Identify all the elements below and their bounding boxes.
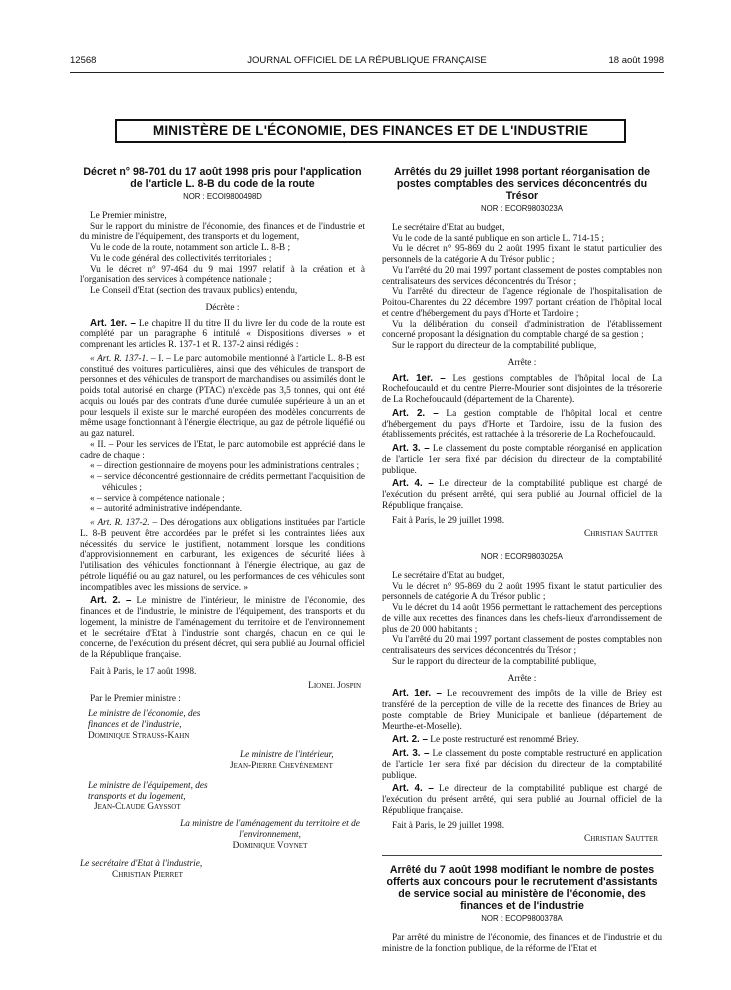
intro-line: Vu le code de la santé publique en son article L. 714-15 ; xyxy=(392,233,604,244)
signature-name: Jean-Pierre Chevènement xyxy=(230,761,333,771)
article-label: Art. 1er. – xyxy=(392,372,446,384)
arrete-title: Arrêté du 7 août 1998 modifiant le nombre de postes offerts aux concours pour le recrutement d'assistants de service social au ministère de l'économie, des finances et de l'industrie xyxy=(386,864,658,912)
article-r137-2 xyxy=(80,518,365,593)
intro-line: Le secrétaire d'Etat au budget, xyxy=(392,570,505,581)
intro-line: Vu le décret n° 97-464 du 9 mai 1997 relatif à la création et à l'organisation des services à compétence nationale ; xyxy=(80,264,365,286)
article-text: La gestion comptable de l'hôpital local et centre d'hébergement du pays d'Horte et Tardoire, issu de la fusion des établissements précités, est rattachée à la trésorerie de La Rochefoucauld. xyxy=(382,408,662,441)
par-le-premier-ministre: Par le Premier ministre : xyxy=(90,694,181,705)
article-text: Le ministre de l'intérieur, le ministre de l'économie, des finances et de l'industrie, le ministre de l'équipement, des transports et du logement, la ministre de l'aménagement du territoire et de l'environnement et le secrétaire d'Etat à l'industrie sont chargés, chacun en ce qui le concerne, de l'exécution du présent décret, qui sera publié au Journal officiel de la République française. xyxy=(80,596,366,660)
signature-role: Le ministre de l'économie, des finances et de l'industrie, xyxy=(88,709,201,730)
intro-line: Vu l'arrêté du 20 mai 1997 portant classement de postes comptables non centralisateurs des services déconcentrés du Trésor ; xyxy=(382,265,662,287)
signature-role: Le secrétaire d'Etat à l'industrie, xyxy=(80,859,203,870)
article-label: Art. 1er. – xyxy=(90,317,136,329)
intro-line: Vu le décret n° 95-869 du 2 août 1995 fixant le statut particulier des personnels de la catégorie A du Trésor public ; xyxy=(382,244,662,265)
fait-a-paris: Fait à Paris, le 29 juillet 1998. xyxy=(392,820,505,831)
list-item: « – autorité administrative indépendante. xyxy=(90,504,243,515)
article-label: Art. 3. – xyxy=(392,748,430,759)
article-2 xyxy=(80,596,365,661)
list-item: « – service déconcentré gestionnaire de crédits permettant l'acquisition de véhicules ; xyxy=(90,472,365,493)
arrete-nor: NOR : ECOP9800378A xyxy=(481,914,563,923)
decree-nor: NOR : ECOI9800498D xyxy=(183,192,262,201)
fait-a-paris: Fait à Paris, le 17 août 1998. xyxy=(90,666,197,677)
list-item: « – direction gestionnaire de moyens pour les administrations centrales ; xyxy=(90,461,360,472)
fait-a-paris: Fait à Paris, le 29 juillet 1998. xyxy=(392,515,505,526)
article-r137-1 xyxy=(80,354,365,440)
signature-name: Christian Sautter xyxy=(584,529,658,540)
article-label: Art. 4. – xyxy=(392,783,434,795)
intro-line: Le Conseil d'Etat (section des travaux publics) entendu, xyxy=(90,286,298,296)
section-divider xyxy=(382,855,662,856)
article-text: Le chapitre II du titre II du livre Ier du code de la route est complété par un paragraphe 6 intitulé « Dispositions diverses » et comprenant les articles R. 137-1 et R. 137-2 ainsi rédigés : xyxy=(80,318,365,350)
article-text: Des dérogations aux obligations instituées par l'article L. 8-B peuvent être accordées par le préfet si les contraintes liées aux nécessités du service le justifient, notamment lorsque les conditions d'approvisionnement en carburant, les exigences de sécurité liées à l'utilisation des véhicules fonctionnant à l'énergie électrique, au gaz de pétrole liquéfié ou au gaz naturel, ou les performances de ces véhicules sont incompatibles avec les missions de service. » xyxy=(80,518,365,593)
intro-line: Vu l'arrêté du directeur de l'agence régionale de l'hospitalisation de Poitou-Charentes du 22 décembre 1997 portant création de l'hôpital local et centre d'hébergement du pays d'Horte et Tardoire ; xyxy=(382,287,662,319)
signature-name: Jean-Claude Gayssot xyxy=(94,802,181,813)
issue-date: 18 août 1998 xyxy=(608,55,664,66)
running-header xyxy=(70,55,664,69)
left-column xyxy=(80,166,365,881)
article-3 xyxy=(382,749,662,781)
article-text: Le directeur de la comptabilité publique est chargé de l'exécution du présent arrêté, qui sera publié au Journal officiel de la République française. xyxy=(382,479,663,511)
article-label: « Art. R. 137-2. – xyxy=(90,518,158,528)
signature-role: Le ministre de l'équipement, des transports et du logement, xyxy=(88,780,208,802)
page-number: 12568 xyxy=(70,55,97,66)
intro-line: Sur le rapport du directeur de la comptabilité publique, xyxy=(392,341,597,351)
signature-name: Christian Pierret xyxy=(112,870,183,880)
intro-line: Vu le code de la route, notamment son article L. 8-B ; xyxy=(90,243,291,253)
article-text: Les gestions comptables de l'hôpital local de La Rochefoucauld et du centre Pierre-Mourier sont disjointes de la trésorerie de La Rochefoucauld (département de la Charente). xyxy=(382,373,662,405)
article-label: Art. 2. – xyxy=(90,595,132,607)
decree-title: Décret n° 98-701 du 17 août 1998 pris pour l'application de l'article L. 8-B du code de la route xyxy=(83,166,362,190)
article-2 xyxy=(382,735,662,746)
article-2 xyxy=(382,409,662,441)
signature-prime-minister: Lionel Jospin xyxy=(308,680,361,691)
list-item: « – service à compétence nationale ; xyxy=(90,493,225,504)
intro-line: Vu le décret n° 95-869 du 2 août 1995 fixant le statut particulier des personnels de catégorie A du Trésor public ; xyxy=(382,581,662,603)
article-text: Le poste restructuré est renommé Briey. xyxy=(430,735,579,746)
right-column xyxy=(382,166,662,954)
ministry-banner: MINISTÈRE DE L'ÉCONOMIE, DES FINANCES ET DE L'INDUSTRIE xyxy=(115,119,626,143)
arrete-heading: Arrête : xyxy=(507,357,537,368)
article-text: Le classement du poste comptable restructuré en application de l'article 1er sera fixé par décision du directeur de la comptabilité publique. xyxy=(382,749,663,781)
article-1 xyxy=(382,689,662,732)
header-rule xyxy=(70,72,664,73)
article-1 xyxy=(80,319,365,351)
article-label: Art. 1er. – xyxy=(392,688,442,700)
intro-line: Vu le code général des collectivités territoriales ; xyxy=(90,253,272,264)
signature-name: Dominique Voynet xyxy=(232,840,308,851)
arretes-title: Arrêtés du 29 juillet 1998 portant réorganisation de postes comptables des services déconcentrés du Trésor xyxy=(393,166,651,202)
article-1 xyxy=(382,374,662,406)
journal-title: JOURNAL OFFICIEL DE LA RÉPUBLIQUE FRANÇAISE xyxy=(247,55,487,66)
intro-line: Vu le décret du 14 août 1956 permettant le rattachement des perceptions de ville aux recettes des finances dans les chefs-lieux d'arrondissement de plus de 20 000 habitants ; xyxy=(382,603,662,635)
intro-line: Le secrétaire d'Etat au budget, xyxy=(392,222,505,233)
article-label: Art. 4. – xyxy=(392,478,434,490)
article-label: Art. 2. – xyxy=(392,734,428,746)
arrete-heading: Arrête : xyxy=(507,673,537,684)
arrete-nor: NOR : ECOR9803025A xyxy=(481,552,563,561)
signature-name: Christian Sautter xyxy=(584,834,658,845)
intro-line: Vu l'arrêté du 20 mai 1997 portant classement de postes comptables non centralisateurs des services déconcentrés du Trésor ; xyxy=(382,635,662,656)
intro-line: Vu la délibération du conseil d'administration de l'établissement concerné proposant la désignation du comptable chargé de sa gestion ; xyxy=(382,319,662,341)
arrete-nor: NOR : ECOR9803023A xyxy=(481,204,563,213)
decrete-heading: Décrète : xyxy=(205,302,240,313)
article-4 xyxy=(382,479,662,511)
signature-role: La ministre de l'aménagement du territoire et de l'environnement, xyxy=(180,819,360,840)
intro-line: Sur le rapport du directeur de la comptabilité publique, xyxy=(392,656,597,667)
article-text: I. – Le parc automobile mentionné à l'article L. 8-B est constitué des voitures particulières, ainsi que des véhicules de transport de personnes et des véhicules de transport de marchandises ou assimilés dont le poids total autorisé en charge (PTAC) n'excède pas 3,5 tonnes, qui ont été acquis ou loués par des contrats d'une durée cumulée supérieure à un an et pour lesquels il existe sur le marché européen des modèles concurrents de même usage fonctionnant à l'énergie électrique, au gaz de pétrole liquéfié ou au gaz naturel. xyxy=(80,353,365,439)
arrete-body: Par arrêté du ministre de l'économie, des finances et de l'industrie et du ministre de la fonction publique, de la réforme de l'Etat et xyxy=(382,932,662,954)
article-label: Art. 3. – xyxy=(392,443,430,454)
intro-line: Le Premier ministre, xyxy=(90,210,167,221)
signature-role: Le ministre de l'intérieur, xyxy=(240,750,334,761)
article-label: Art. 2. – xyxy=(392,407,439,419)
article-4 xyxy=(382,784,662,816)
article-text: Le classement du poste comptable réorganisé en application de l'article 1er sera fixé par décision du directeur de la comptabilité publique. xyxy=(382,444,662,476)
intro-line: Sur le rapport du ministre de l'économie, des finances et de l'industrie et du ministre de l'équipement, des transports et du logement, xyxy=(80,221,365,243)
signature-name: Dominique Strauss-Kahn xyxy=(88,730,190,741)
article-3 xyxy=(382,444,662,476)
article-text: Le directeur de la comptabilité publique est chargé de l'exécution du présent arrêté, qui sera publié au Journal officiel de la République française. xyxy=(382,784,663,816)
article-label: « Art. R. 137-1. – xyxy=(90,353,156,364)
article-text: Le recouvrement des impôts de la ville de Briey est transféré de la perception de ville de la recette des finances de Briey au poste comptable de Briey Municipale et banlieue (département de Meurthe-et-Moselle). xyxy=(382,689,662,732)
article-r137-1-ii: « II. – Pour les services de l'Etat, le parc automobile est apprécié dans le cadre de chaque : xyxy=(80,439,365,461)
